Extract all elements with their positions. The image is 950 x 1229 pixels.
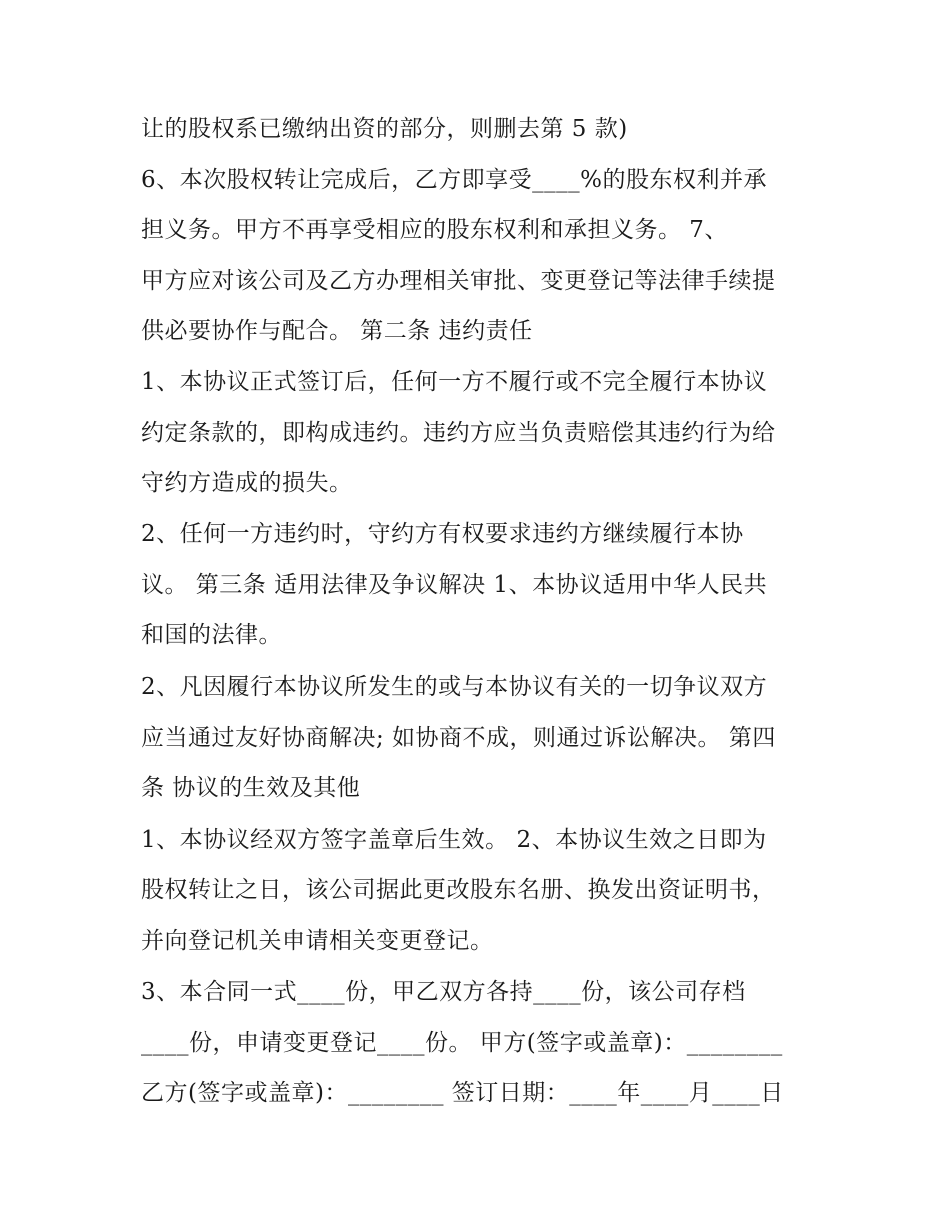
text-line-2: 6、本次股权转让完成后，乙方即享受____%的股东权利并承	[141, 167, 767, 193]
text-line-13: 应当通过友好协商解决; 如协商不成，则通过诉讼解决。 第四	[141, 725, 776, 751]
text-line-16: 股权转让之日，该公司据此更改股东名册、换发出资证明书，	[141, 877, 776, 903]
text-line-1: 让的股权系已缴纳出资的部分，则删去第 5 款)	[141, 116, 628, 142]
text-line-19: ____份，申请变更登记____份。 甲方(签字或盖章)：________	[141, 1030, 783, 1056]
text-line-12: 2、凡因履行本协议所发生的或与本协议有关的一切争议双方	[141, 674, 768, 700]
text-line-4: 甲方应对该公司及乙方办理相关审批、变更登记等法律手续提	[141, 268, 776, 294]
text-line-7: 约定条款的，即构成违约。违约方应当负责赔偿其违约行为给	[141, 420, 776, 446]
text-line-11: 和国的法律。	[141, 622, 282, 648]
text-line-5: 供必要协作与配合。 第二条 违约责任	[141, 318, 533, 344]
text-line-17: 并向登记机关申请相关变更登记。	[141, 928, 494, 954]
text-line-20: 乙方(签字或盖章)：________ 签订日期：____年____月____日	[141, 1080, 784, 1106]
text-line-15: 1、本协议经双方签字盖章后生效。 2、本协议生效之日即为	[141, 827, 767, 853]
text-line-9: 2、任何一方违约时，守约方有权要求违约方继续履行本协	[141, 521, 744, 547]
text-line-3: 担义务。甲方不再享受相应的股东权利和承担义务。 7、	[141, 217, 728, 243]
text-line-8: 守约方造成的损失。	[141, 470, 353, 496]
text-line-10: 议。 第三条 适用法律及争议解决 1、本协议适用中华人民共	[141, 572, 768, 598]
text-line-14: 条 协议的生效及其他	[141, 775, 361, 801]
text-line-6: 1、本协议正式签订后，任何一方不履行或不完全履行本协议	[141, 369, 768, 395]
text-line-18: 3、本合同一式____份，甲乙双方各持____份，该公司存档	[141, 979, 746, 1005]
